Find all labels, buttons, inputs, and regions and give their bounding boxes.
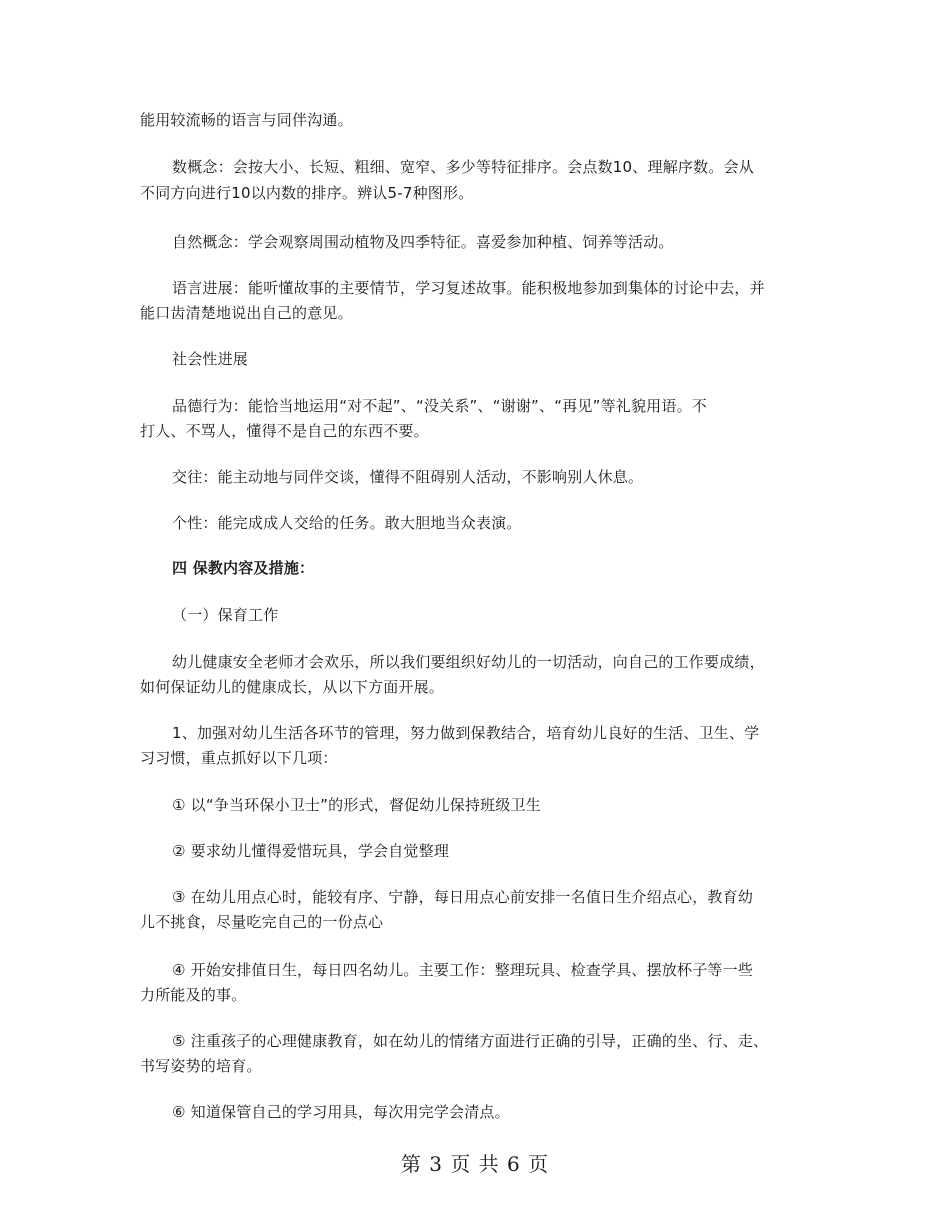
text-line: 能用较流畅的语言与同伴沟通。 [140, 111, 353, 129]
list-item-continuation: 儿不挑食，尽量吃完自己的一份点心 [140, 913, 384, 931]
text-line: 个性：能完成成人交给的任务。敢大胆地当众表演。 [172, 514, 522, 532]
text-line: 打人、不骂人，懂得不是自己的东西不要。 [140, 422, 429, 440]
list-item: ⑤ 注重孩子的心理健康教育，如在幼儿的情绪方面进行正确的引导，正确的坐、行、走、 [172, 1032, 769, 1050]
text-line: 幼儿健康安全老师才会欢乐，所以我们要组织好幼儿的一切活动，向自己的工作要成绩， [172, 653, 765, 671]
list-item: ③ 在幼儿用点心时，能较有序、宁静，每日用点心前安排一名值日生介绍点心，教育幼 [172, 888, 754, 906]
list-item: ① 以“争当环保小卫士”的形式，督促幼儿保持班级卫生 [172, 796, 541, 814]
list-item: ② 要求幼儿懂得爱惜玩具，学会自觉整理 [172, 842, 450, 860]
list-item-continuation: 力所能及的事。 [140, 986, 247, 1004]
page-footer: 第 3 页 共 6 页 [400, 1152, 550, 1176]
list-item: ④ 开始安排值日生，每日四名幼儿。主要工作：整理玩具、检查学具、摆放杯子等一些 [172, 961, 754, 979]
text-line: 不同方向进行10以内数的排序。辨认5-7种图形。 [140, 184, 474, 202]
text-line: 1、加强对幼儿生活各环节的管理，努力做到保教结合，培育幼儿良好的生活、卫生、学 [172, 724, 760, 742]
subsection-heading: （一）保育工作 [172, 606, 279, 624]
text-line: 品德行为：能恰当地运用“对不起”、“没关系”、“谢谢”、“再见”等礼貌用语。不 [172, 397, 707, 415]
text-line: 能口齿清楚地说出自己的意见。 [140, 304, 353, 322]
text-line: 语言进展：能听懂故事的主要情节，学习复述故事。能积极地参加到集体的讨论中去，并 [172, 279, 765, 297]
section-heading: 社会性进展 [172, 350, 249, 368]
list-item-continuation: 书写姿势的培育。 [140, 1057, 262, 1075]
section-heading: 四 保教内容及措施： [172, 559, 315, 577]
text-line: 数概念：会按大小、长短、粗细、宽窄、多少等特征排序。会点数10、理解序数。会从 [172, 158, 754, 176]
text-line: 交往：能主动地与同伴交谈，懂得不阻碍别人活动，不影响别人休息。 [172, 468, 644, 486]
text-line: 如何保证幼儿的健康成长，从以下方面开展。 [140, 678, 445, 696]
text-line: 习习惯，重点抓好以下几项： [140, 749, 338, 767]
list-item: ⑥ 知道保管自己的学习用具，每次用完学会清点。 [172, 1103, 510, 1121]
text-line: 自然概念：学会观察周围动植物及四季特征。喜爱参加种植、饲养等活动。 [172, 233, 674, 251]
